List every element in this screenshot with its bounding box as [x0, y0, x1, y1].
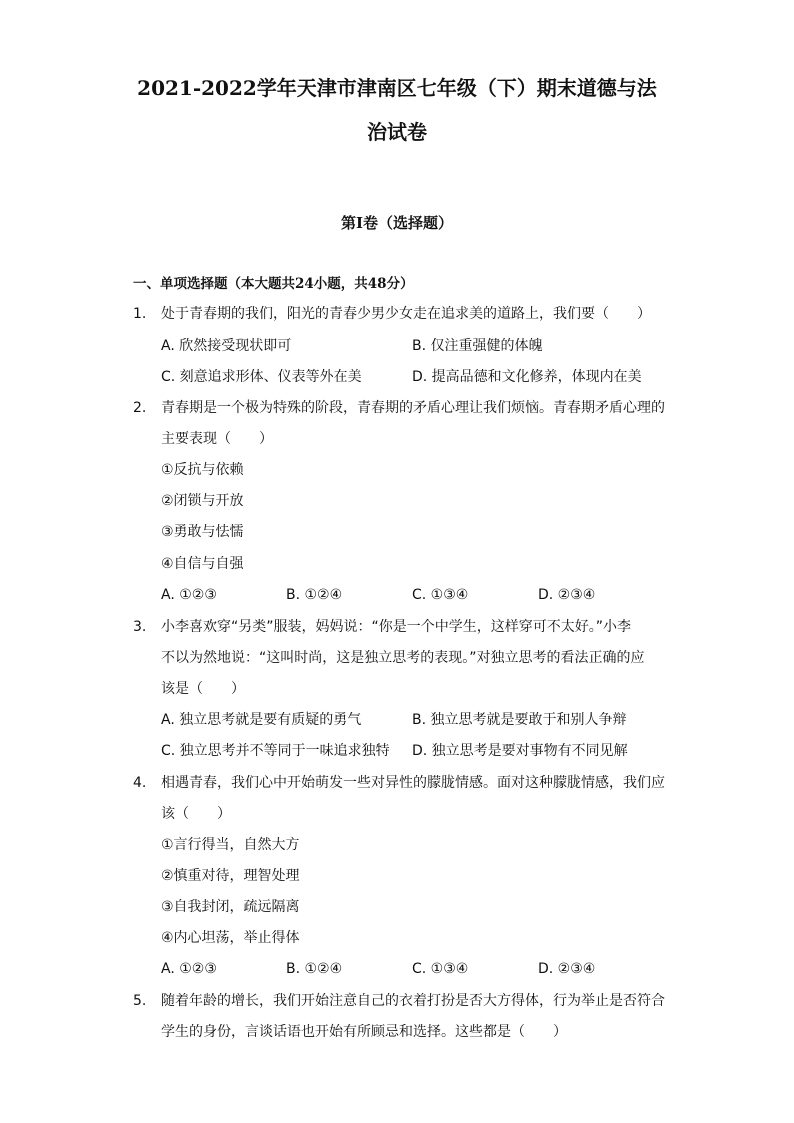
- part-heading: 第I卷（选择题）: [340, 214, 454, 232]
- question-item: ①反抗与依赖: [161, 462, 244, 478]
- question-stem: 小李喜欢穿“另类”服装，妈妈说：“你是一个中学生，这样穿可不太好。”小李: [161, 619, 632, 635]
- question-number: 2.: [133, 400, 147, 416]
- option-d: D. ②③④: [538, 961, 596, 977]
- question-number: 3.: [133, 619, 147, 635]
- option-c: C. 独立思考并不等同于一味追求独特: [161, 743, 390, 759]
- question-stem: 处于青春期的我们，阳光的青春少男少女走在追求美的道路上，我们要（ ）: [161, 306, 651, 322]
- question-number: 1.: [133, 306, 147, 322]
- question-stem: 该是（ ）: [161, 681, 245, 697]
- option-a: A. ①②③: [161, 587, 217, 603]
- question-item: ③自我封闭，疏远隔离: [161, 899, 300, 915]
- question-number: 4.: [133, 775, 147, 791]
- option-d: D. ②③④: [538, 587, 596, 603]
- option-a: A. 欣然接受现状即可: [161, 338, 292, 354]
- question-stem: 该（ ）: [161, 806, 231, 822]
- question-stem: 相遇青春，我们心中开始萌发一些对异性的朦胧情感。面对这种朦胧情感，我们应: [161, 775, 665, 791]
- option-d: D. 独立思考是要对事物有不同见解: [412, 743, 628, 759]
- option-a: A. ①②③: [161, 961, 217, 977]
- question-item: ④自信与自强: [161, 556, 244, 572]
- question-item: ②慎重对待，理智处理: [161, 868, 300, 884]
- option-c: C. 刻意追求形体、仪表等外在美: [161, 369, 362, 385]
- option-d: D. 提高品德和文化修养，体现内在美: [412, 369, 642, 385]
- exam-title-line-1: 2021-2022学年天津市津南区七年级（下）期末道德与法: [137, 76, 657, 100]
- question-stem: 主要表现（ ）: [161, 431, 273, 447]
- question-stem: 青春期是一个极为特殊的阶段，青春期的矛盾心理让我们烦恼。青春期矛盾心理的: [161, 400, 665, 416]
- option-b: B. 仅注重强健的体魄: [412, 338, 543, 354]
- question-item: ①言行得当，自然大方: [161, 837, 300, 853]
- option-c: C. ①③④: [412, 587, 469, 603]
- question-item: ②闭锁与开放: [161, 493, 244, 509]
- option-a: A. 独立思考就是要有质疑的勇气: [161, 712, 362, 728]
- question-item: ④内心坦荡，举止得体: [161, 930, 300, 946]
- question-number: 5.: [133, 993, 147, 1009]
- option-b: B. ①②④: [286, 587, 343, 603]
- question-stem: 不以为然地说：“这叫时尚，这是独立思考的表现。”对独立思考的看法正确的应: [161, 650, 645, 666]
- question-stem: 学生的身份，言谈话语也开始有所顾忌和选择。这些都是（ ）: [161, 1024, 567, 1040]
- option-b: B. 独立思考就是要敢于和别人争辩: [412, 712, 627, 728]
- exam-title-line-2: 治试卷: [367, 120, 427, 144]
- option-c: C. ①③④: [412, 961, 469, 977]
- question-item: ③勇敢与怯懦: [161, 524, 244, 540]
- section-heading: 一、单项选择题（本大题共24小题，共48分）: [133, 276, 414, 292]
- question-stem: 随着年龄的增长，我们开始注意自己的衣着打扮是否大方得体，行为举止是否符合: [161, 993, 665, 1009]
- option-b: B. ①②④: [286, 961, 343, 977]
